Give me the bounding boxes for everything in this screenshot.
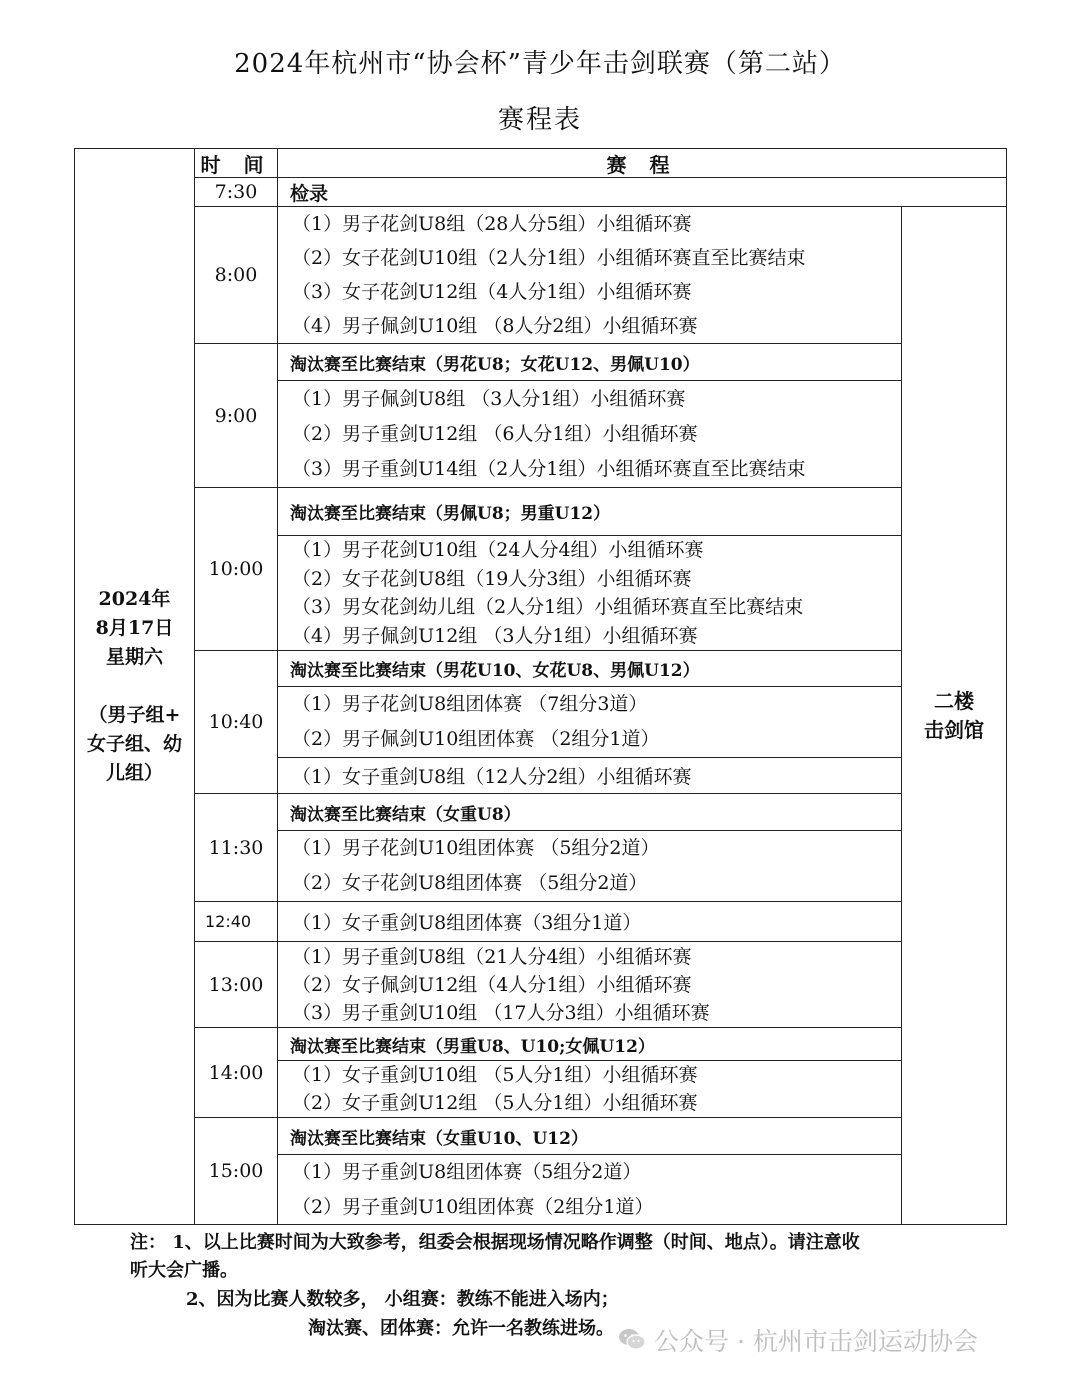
note-line: 2、因为比赛人数较多， 小组赛：教练不能进入场内； [186,1289,619,1310]
knockout-row: 淘汰赛至比赛结束（男花U10、女花U8、男佩U12） [290,661,700,681]
slot-events [278,1061,901,1117]
event-item: （3）男子重剑U10组 （17人分3组）小组循环赛 [292,1001,710,1024]
date-line: 星期六 [105,646,163,668]
event-item: （1）男子花剑U10组（24人分4组）小组循环赛 [292,539,704,561]
slot-events [278,536,901,650]
slot-events [278,942,901,1027]
note-line: 听大会广播。 [130,1260,238,1281]
venue-line: 击剑馆 [924,717,984,742]
header-schedule: 赛 程 [606,152,678,177]
date-line: 女子组、幼 [86,733,182,755]
document-subtitle: 赛程表 [497,105,582,135]
slot-time: 15:00 [208,1160,264,1182]
knockout-row: 淘汰赛至比赛结束（男花U8；女花U12、男佩U10） [290,354,700,375]
event-item: （1）男子重剑U8组（21人分4组）小组循环赛 [292,945,692,968]
slot-time: 14:00 [208,1061,264,1084]
event-item: （1）男子花剑U8组（28人分5组）小组循环赛 [292,213,692,235]
event-item: （2）女子花剑U8组团体赛 （5组分2道） [292,872,648,894]
note-line: 淘汰赛、团体赛：允许一名教练进场。 [308,1318,614,1339]
slot-events [278,1155,901,1224]
event-item: （4）男子佩剑U10组 （8人分2组）小组循环赛 [292,315,698,337]
header-time: 时 间 [200,152,272,177]
date-block [75,149,194,1224]
knockout-row: 淘汰赛至比赛结束（女重U10、U12） [290,1128,588,1149]
event-item: （4）男子佩剑U12组 （3人分1组）小组循环赛 [292,624,698,647]
event-item: （1）女子重剑U8组团体赛（3组分1道） [292,912,642,934]
knockout-row: 淘汰赛至比赛结束（女重U8） [290,804,521,825]
slot-time: 9:00 [214,404,258,427]
date-line: 8月17日 [95,617,174,639]
event-item: （1）女子重剑U10组 （5人分1组）小组循环赛 [292,1064,698,1086]
event-item: （1）男子花剑U10组团体赛 （5组分2道） [292,837,660,859]
event-item: （2）女子花剑U8组（19人分3组）小组循环赛 [292,567,692,590]
knockout-row: 淘汰赛至比赛结束（男佩U8；男重U12） [290,504,611,524]
event-item: （2）男子重剑U12组 （6人分1组）小组循环赛 [292,422,698,445]
slot-time: 11:30 [208,836,264,859]
slot-events [278,207,901,343]
slot-events [278,381,901,487]
event-item: （2）女子佩剑U12组（4人分1组）小组循环赛 [292,973,692,996]
event-item: （3）男子重剑U14组（2人分1组）小组循环赛直至比赛结束 [292,457,806,480]
slot-time: 10:00 [208,558,264,580]
event-item: （2）男子重剑U10组团体赛（2组分1道） [292,1195,654,1218]
event-item: （3）男女花剑幼儿组（2人分1组）小组循环赛直至比赛结束 [292,596,804,618]
document-title: 2024年杭州市“协会杯”青少年击剑联赛（第二站） [234,49,846,79]
date-line: 2024年 [98,588,171,610]
date-line: （男子组+ [88,704,181,726]
checkin-label: 检录 [290,182,329,205]
event-item: （2）女子重剑U12组 （5人分1组）小组循环赛 [292,1092,698,1114]
slot-time: 8:00 [214,264,258,286]
slot-time: 7:30 [214,181,258,203]
knockout-row: 淘汰赛至比赛结束（男重U8、U10;女佩U12） [290,1036,655,1057]
wechat-icon [618,1326,646,1354]
note-line: 注： 1、以上比赛时间为大致参考，组委会根据现场情况略作调整（时间、地点）。请注意收 [130,1232,860,1253]
date-line: 儿组） [105,762,163,784]
event-item: （2）女子花剑U10组（2人分1组）小组循环赛直至比赛结束 [292,247,806,269]
event-item: （2）男子佩剑U10组团体赛 （2组分1道） [292,728,660,750]
event-item: （1）男子佩剑U8组 （3人分1组）小组循环赛 [292,387,686,410]
slot-time: 12:40 [205,912,252,931]
event-item: （1）男子花剑U8组团体赛 （7组分3道） [292,693,648,715]
slot-time: 10:40 [208,711,264,733]
slot-events [278,687,901,757]
event-item: （1）女子重剑U8组（12人分2组）小组循环赛 [292,766,692,788]
watermark [618,1320,978,1360]
slot-time: 13:00 [208,973,264,996]
watermark-text: 公众号 · 杭州市击剑运动协会 [654,1327,978,1356]
event-item: （3）女子花剑U12组（4人分1组）小组循环赛 [292,281,692,303]
venue [902,207,1006,1224]
venue-line: 二楼 [934,688,974,713]
slot-events [278,831,901,901]
event-item: （1）男子重剑U8组团体赛（5组分2道） [292,1160,642,1183]
